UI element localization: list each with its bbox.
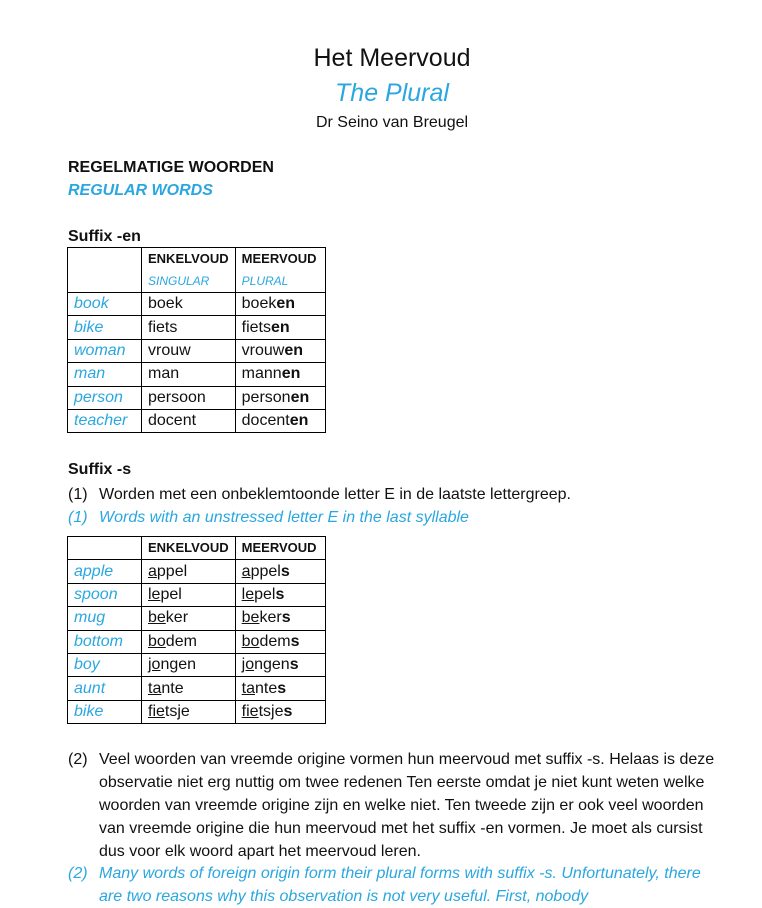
english-word: spoon [68, 583, 142, 606]
plural-word: personen [235, 386, 325, 409]
english-word: bike [68, 316, 142, 339]
table-row [68, 560, 326, 583]
plural-word: bekers [235, 607, 325, 630]
author: Dr Seino van Breugel [315, 114, 469, 131]
singular-word: man [142, 363, 236, 386]
table-row [68, 700, 326, 723]
col-singular: ENKELVOUD [142, 248, 236, 271]
english-word: woman [68, 339, 142, 362]
col-singular-en: SINGULAR [142, 270, 236, 293]
singular-word: lepel [142, 583, 236, 606]
table-row [68, 363, 326, 386]
singular-word: docent [142, 409, 236, 432]
table-row [68, 583, 326, 606]
col-plural: MEERVOUD [235, 537, 325, 560]
english-word: aunt [68, 677, 142, 700]
plural-word: lepels [235, 583, 325, 606]
table-row [68, 630, 326, 653]
plural-word: vrouwen [235, 339, 325, 362]
table-row [68, 339, 326, 362]
singular-word: appel [142, 560, 236, 583]
col-plural: MEERVOUD [235, 248, 325, 271]
rule-1-en: (1) Words with an unstressed letter E in the last syllable [68, 509, 469, 526]
singular-word: fietsje [142, 700, 236, 723]
col-plural-en: PLURAL [235, 270, 325, 293]
rule-2-en: (2) Many words of foreign origin form their plural forms with suffix -s. Unfortunately, there are two reasons why this observation is not very useful. First, nobody [68, 865, 701, 905]
plural-word: jongens [235, 653, 325, 676]
singular-word: jongen [142, 653, 236, 676]
plural-word: docenten [235, 409, 325, 432]
english-word: book [68, 293, 142, 316]
english-word: mug [68, 607, 142, 630]
suffix-s-heading: Suffix -s [68, 461, 132, 478]
plural-word: bodems [235, 630, 325, 653]
plural-word: tantes [235, 677, 325, 700]
col-singular: ENKELVOUD [142, 537, 236, 560]
suffix-en-table [67, 247, 326, 433]
table-row [68, 386, 326, 409]
rule-2-nl: (2) Veel woorden van vreemde origine vormen hun meervoud met suffix -s. Helaas is deze observatie niet erg nuttig om twee redenen Ten eerste omdat je niet kunt weten welke woorden van vreemde origine zijn en welke niet. Ten tweede zijn er ook veel woorden van vreemde origine die hun meervoud met het suffix -en vormen. Je moet als cursist dus voor elk woord apart het meervoud leren. [68, 751, 715, 860]
singular-word: beker [142, 607, 236, 630]
plural-word: mannen [235, 363, 325, 386]
singular-word: bodem [142, 630, 236, 653]
english-word: bike [68, 700, 142, 723]
table-row [68, 677, 326, 700]
english-word: man [68, 363, 142, 386]
english-word: teacher [68, 409, 142, 432]
section-heading-en: REGULAR WORDS [68, 182, 213, 199]
page-subtitle: The Plural [335, 79, 449, 107]
singular-word: fiets [142, 316, 236, 339]
plural-word: appels [235, 560, 325, 583]
table-row [68, 409, 326, 432]
table-row [68, 653, 326, 676]
table-corner [68, 537, 142, 560]
singular-word: vrouw [142, 339, 236, 362]
english-word: bottom [68, 630, 142, 653]
plural-word: boeken [235, 293, 325, 316]
table-row [68, 316, 326, 339]
plural-word: fietsen [235, 316, 325, 339]
singular-word: boek [142, 293, 236, 316]
plural-word: fietsjes [235, 700, 325, 723]
table-corner [68, 248, 142, 271]
singular-word: persoon [142, 386, 236, 409]
english-word: person [68, 386, 142, 409]
section-heading: REGELMATIGE WOORDEN [68, 159, 274, 176]
page-title: Het Meervoud [313, 44, 471, 72]
english-word: apple [68, 560, 142, 583]
singular-word: tante [142, 677, 236, 700]
table-corner [68, 270, 142, 293]
english-word: boy [68, 653, 142, 676]
table-row [68, 293, 326, 316]
rule-1-nl: (1) Worden met een onbeklemtoonde letter E in de laatste lettergreep. [68, 486, 571, 503]
suffix-s-table [67, 536, 326, 724]
table-row [68, 607, 326, 630]
suffix-en-heading: Suffix -en [68, 228, 141, 245]
